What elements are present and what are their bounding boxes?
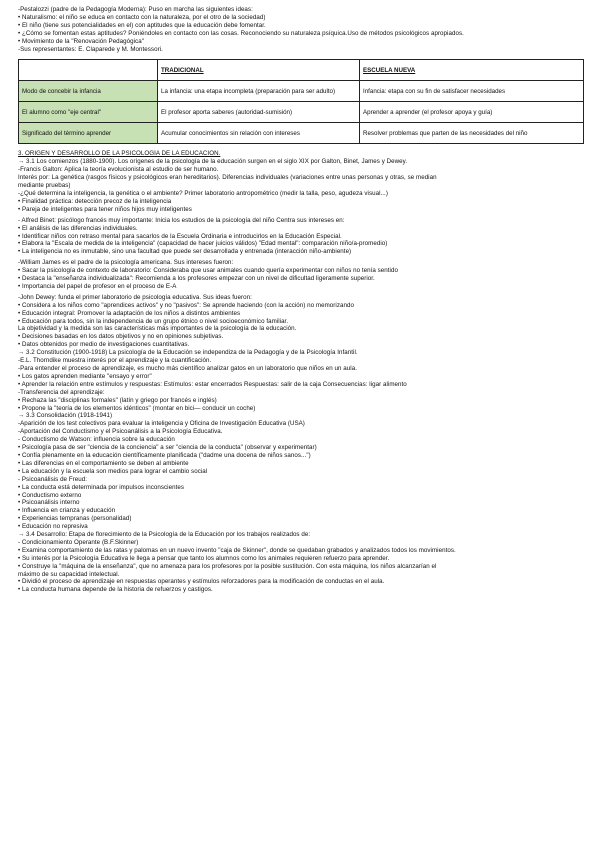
text-line: • Psicoanálisis interno: [18, 499, 80, 507]
text-line: La objetividad y la medida son las características más importantes de la psicología de la educación.: [18, 325, 297, 333]
text-line: • La inteligencia no es inmutable, sino una facultad que puede ser desarrollada y entrenada (interacción niño-ambiente): [18, 248, 352, 256]
section-body: [18, 158, 584, 594]
text-line: • Psicología pasa de ser "ciencia de la conciencia" a ser "ciencia de la conducta" (observar y experimentar): [18, 444, 317, 452]
table-cell: El profesor aporta saberes (autoridad-sumisión): [158, 102, 360, 123]
text-line: • Influencia en crianza y educación: [18, 507, 116, 515]
text-line: • Su interés por la Psicología Educativa le llega a pensar que tanto los alumnos como los animales requieren refuerzo para aprender.: [18, 554, 390, 562]
text-line: • Naturalismo: el niño se educa en contacto con la naturaleza, por el otro de la sociedad): [18, 13, 266, 21]
text-line: - Alfred Binet: psicólogo francés muy importante: Inicia los estudios de la psicología del niño Centra sus intereses en:: [18, 216, 345, 224]
text-line: • Pareja de inteligentes para tener niños hijos muy inteligentes: [18, 205, 192, 213]
text-line: • El niño (tiene sus potencialidades en el) con aptitudes que la educación debe fomentar.: [18, 21, 266, 29]
table-row-label: El alumno como "eje central": [19, 102, 158, 123]
text-line: • Identificar niños con retraso mental para sacarlos de la Escuela Ordinaria e introducirlos en la Educación Especial.: [18, 232, 342, 240]
text-line: • El análisis de las diferencias individuales.: [18, 224, 138, 232]
text-line: • Finalidad práctica: detección precoz de la inteligencia: [18, 197, 172, 205]
text-line: • Datos obtenidos por medio de investigaciones cuantitativas.: [18, 341, 190, 349]
intro-section: [18, 6, 584, 53]
text-line: • Examina comportamiento de las ratas y palomas en un nuevo invento "caja de Skinner", donde se quedaban grabados y analizados todos los movimientos.: [18, 546, 456, 554]
text-line: • ¿Cómo se fomentan estas aptitudes? Poniéndoles en contacto con las cosas. Reconociendo su naturaleza psíquica.Uso de métodos psicológicos apropiados.: [18, 29, 464, 37]
table-cell: Acumular conocimientos sin relación con intereses: [158, 123, 360, 144]
text-line: • Decisiones basadas en los datos objetivos y no en opiniones subjetivas.: [18, 333, 224, 341]
text-line: • Los gatos aprenden mediante "ensayo y error": [18, 372, 152, 380]
text-line: -John Dewey: funda el primer laboratorio de psicología educativa. Sus ideas fueron:: [18, 293, 252, 301]
text-line: mediante pruebas): [18, 182, 71, 190]
table-cell: Infancia: etapa con su fin de satisfacer necesidades: [360, 81, 584, 102]
text-line: • Conductismo externo: [18, 491, 82, 499]
table-row-label: Modo de concebir la infancia: [19, 81, 158, 102]
text-line: • Construye la "máquina de la enseñanza", que no amenaza para los profesores por la posible sustitución. Con esta máquina, los niños alcanzarían el: [18, 562, 437, 570]
table-row-label: Significado del término aprender: [19, 123, 158, 144]
text-line: -Pestalozzi (padre de la Pedagogía Moderna): Puso en marcha las siguientes ideas:: [18, 6, 253, 13]
text-line: - Psicoanálisis de Freud:: [18, 475, 87, 483]
table-header-cell: TRADICIONAL: [158, 60, 360, 81]
text-line: -Francis Galton: Aplica la teoría evolucionista al estudio de ser humano.: [18, 166, 219, 174]
text-line: • Sacar la psicología de contexto de laboratorio: Consideraba que usar animales cuando quería experimentar con niños no tenía sentido: [18, 267, 398, 275]
text-line: -E.L. Thorndike muestra interés por el aprendizaje y la cuantificación.: [18, 357, 212, 365]
table-header-cell: ESCUELA NUEVA: [360, 60, 584, 81]
text-line: • Rechaza las "disciplinas formales" (latín y griego por francés e inglés): [18, 396, 217, 404]
text-line: • Elabora la "Escala de medida de la inteligencia" (capacidad de hacer juicios válidos) "Edad mental": comparación niño/a-promedio): [18, 240, 388, 248]
text-line: • Educación integral: Promover la adaptación de los niños a distintos ambientes: [18, 309, 241, 317]
text-line: • Las diferencias en el comportamiento se deben al ambiente: [18, 459, 189, 467]
text-line: -Sus representantes: E. Claparede y M. Montessori.: [18, 45, 163, 53]
comparison-table: [18, 59, 584, 144]
text-line: → 3.4 Desarrollo: Etapa de florecimiento de la Psicología de la Educación por los trabajos realizados de:: [18, 531, 311, 539]
text-line: • La conducta humana depende de la historia de refuerzos y castigos.: [18, 586, 213, 594]
text-line: -Aparición de los test colectivos para evaluar la inteligencia y Oficina de Investigación Educativa (USA): [18, 420, 305, 428]
text-line: • Considera a los niños como "aprendices activos" y no "pasivos": Se aprende haciendo (con la acción) no memorizando: [18, 301, 354, 309]
text-line: • Destaca la "enseñanza individualizada": Recomienda a los profesores empezar con un nivel de dificultad ligeramente superior.: [18, 275, 375, 283]
text-line: -¿Qué determina la inteligencia, la genética o el ambiente? Primer laboratorio antropométrico (medir la talla, peso, agudeza visual...): [18, 189, 388, 197]
text-line: - Conductismo de Watson: influencia sobre la educación: [18, 436, 175, 444]
table-header-cell: [19, 60, 158, 81]
text-line: → 3.3 Consolidación (1918-1941): [18, 412, 113, 420]
table-cell: Resolver problemas que parten de las necesidades del niño: [360, 123, 584, 144]
text-line: - Condicionamiento Operante (B.F.Skinner): [18, 538, 139, 546]
text-line: • Confía plenamente en la educación científicamente planificada ("dadme una docena de niños sanos..."): [18, 451, 311, 459]
text-line: • Experiencias tempranas (personalidad): [18, 515, 132, 523]
text-line: • Importancia del papel de profesor en el proceso de E-A: [18, 282, 177, 290]
text-line: • Movimiento de la "Renovación Pedagógica": [18, 37, 144, 45]
document-page: [18, 6, 584, 594]
text-line: • Dividió el proceso de aprendizaje en respuestas operantes y estímulos reforzadores para la modificación de conductas en el aula.: [18, 578, 385, 586]
text-line: → 3.1 Los comienzos (1880-1900). Los orígenes de la psicología de la educación surgen en el siglo XIX por Galton, Binet, James y Dewey.: [18, 158, 408, 166]
table-row: [19, 123, 584, 144]
table-cell: La infancia: una etapa incompleta (preparación para ser adulto): [158, 81, 360, 102]
text-line: • La conducta está determinada por impulsos inconscientes: [18, 483, 184, 491]
text-line: -Transferencia del aprendizaje:: [18, 388, 105, 396]
text-line: • Propone la "teoría de los elementos idénticos" (montar en bici— conducir un coche): [18, 404, 256, 412]
text-line: → 3.2 Constitución (1900-1918) La psicología de la Educación se independiza de la Pedagogía y de la Psicología Infantil.: [18, 349, 358, 357]
text-line: • Educación para todos, sin la independencia de un grupo étnico o nivel socioeconómico familiar.: [18, 317, 289, 325]
table-header-row: [19, 60, 584, 81]
text-line: -Aportación del Conductismo y el Psicoanálisis a la Psicología Educativa.: [18, 428, 223, 436]
text-line: -Para entender el proceso de aprendizaje, es mucho más científico analizar gatos en un laboratorio que niños en un aula.: [18, 365, 357, 372]
table-cell: Aprender a aprender (el profesor apoya y guía): [360, 102, 584, 123]
table-row: [19, 102, 584, 123]
section-title: 3. ORIGEN Y DESARROLLO DE LA PSICOLOGÍA DE LA EDUCACIÓN.: [18, 150, 221, 158]
text-line: • Aprender la relación entre estímulos y respuestas: Estímulos: estar encerrados Respuestas: salir de la caja Consecuencias: ligar alimento: [18, 380, 407, 388]
text-line: • Educación no represiva: [18, 523, 88, 531]
table-row: [19, 81, 584, 102]
text-line: -William James es el padre de la psicología americana. Sus intereses fueron:: [18, 259, 234, 267]
text-line: • La educación y la escuela son medios para lograr el cambio social: [18, 467, 208, 475]
text-line: Interés por: La genética (rasgos físicos y psicológicos eran hereditarios). Diferencias individuales (variaciones entre unas personas y otras, se median: [18, 174, 437, 182]
text-line: máximo de su capacidad intelectual.: [18, 570, 120, 578]
